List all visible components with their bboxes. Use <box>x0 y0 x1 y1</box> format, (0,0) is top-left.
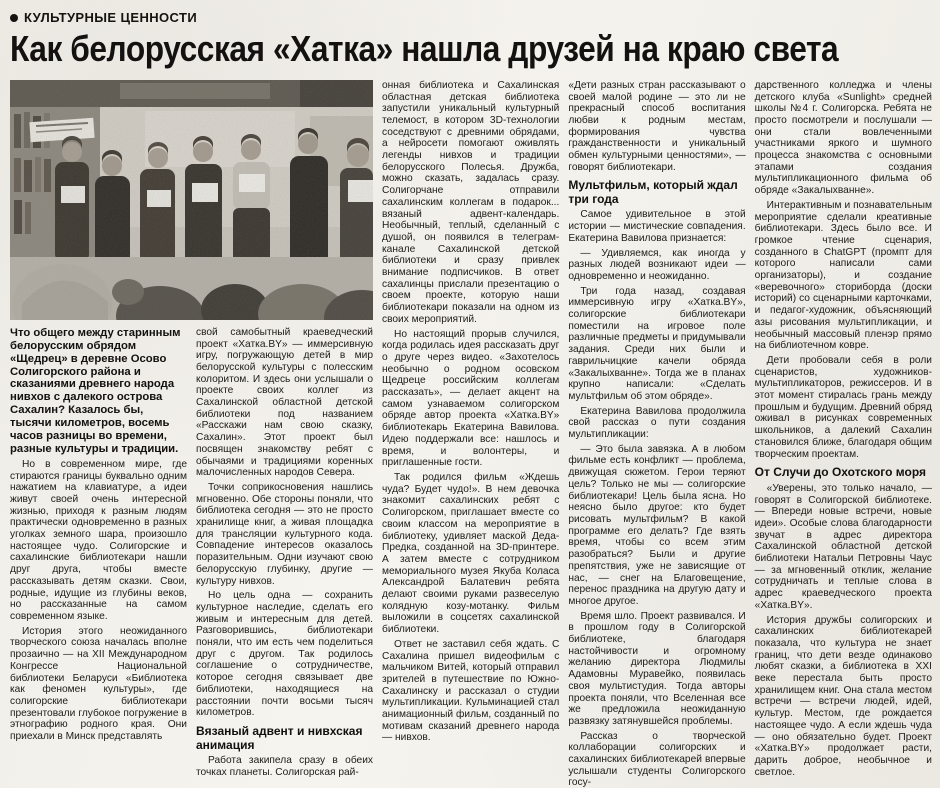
column-1 <box>10 327 187 782</box>
column-2 <box>196 327 373 782</box>
subheading-sluch-okhotsk: От Случи до Охотского моря <box>754 465 927 480</box>
paragraph: Так родился фильм «Ждешь чуда? Будет чудо!». В нем девочка знакомит сахалинских ребят с Солигорском, приглашает вместе со своим классом на мероприятие в библиотеку, удивляет маской Деда-Предка, созданной на 3D-принтере. А затем вместе с сотрудником мемориального музея Якуба Коласа Александрой Балатевич ребята делают своими руками развеселую колядную козу-мотанку. Фильм выложили в соцсетях сахалинской библиотеки. <box>382 472 560 636</box>
paragraph: Рассказ о творческой коллаборации солигорских и сахалинских библиотекарей впервые услышали студенты Солигорского госу- <box>568 730 746 788</box>
column-3 <box>382 80 559 747</box>
paragraph: Самое удивительное в этой истории — мистические совпадения. Екатерина Вавилова признается: <box>568 209 746 244</box>
paragraph: Три года назад, создавая иммерсивную игру «Хатка.BY», солигорские библиотекари поместили на игровое поле различные предметы и придумывали задания. Среди них были и гаврильчицкие качели обряда «Закалыхванне». Тогда же в планах крупно написали: «Сделать мультфильм об этом обряде». <box>568 285 746 402</box>
photo-illustration <box>10 80 373 320</box>
paragraph: История дружбы солигорских и сахалинских библиотекарей показала, что культура не знает границ, что дети везде одинаково любят сказки, а библиотека в XXI веке перестала быть просто хранилищем книг. Она стала местом встречи — встречи людей, идей, культур. Местом, где рождается настоящее чудо. А если ждешь чуда — оно обязательно будет. Проект «Хатка.BY» продолжает расти, дарить доброе, необычное и светлое. <box>754 614 932 778</box>
article-body <box>10 80 932 788</box>
paragraph: Но настоящий прорыв случился, когда родилась идея рассказать друг о друге через видео. «Захотелось необычно о родном осовском Щедреце российским коллегам рассказать», — делает акцент на самом узнаваемом солигорском обряде автор проекта «Хатка.BY» библиотекарь Екатерина Вавилова. Идею поддержали все: нашлось и время, и волонтеры, и приглашенные гости. <box>382 328 560 469</box>
paragraph: Но в современном мире, где стираются границы буквально одним нажатием на клавиатуре, а идеи живут своей очень интересной жизнью, приходя к разным людям практически одновременно в разных уголках земного шара, произошло настоящее чудо. Солигорские и сахалинские библиотекари нашли друг друга, чтобы вместе рассказывать детям сказки. Свои, родные, идущие из глубины веков, но рассказанные на самом современном языке. <box>10 458 187 622</box>
paragraph: Работа закипела сразу в обеих точках планеты. Солигорская рай- <box>196 755 373 778</box>
headline: Как белорусская «Хатка» нашла друзей на краю света <box>10 28 839 69</box>
rubric-bullet-icon <box>10 14 18 22</box>
paragraph: «Уверены, это только начало, — говорят в Солигорской библиотеке. — Впереди новые встречи, новые идеи». Особые слова благодарности звучат в адрес директора Сахалинской областной детской библиотеки Натальи Петровны Чаус — за мгновенный отклик, желание сотрудничать и теплые слова в адрес краеведческого проекта «Хатка.BY». <box>754 482 932 611</box>
paragraph: онная библиотека и Сахалинская областная детская библиотека запустили уникальный культурный телемост, в котором 3D-технологии соседствуют с древними обрядами, а нейросети помогают оживлять легенды нивхов и традиции белорусского Полесья. Дружба, можно сказать, задалась сразу. Солигорчане отправили сахалинским коллегам в подарок... вязаный адвент-календарь. Необычный, теплый, сделанный с душой, он появился в телеграм-канале Сахалинской детской библиотеки и сразу привлек внимание подписчиков. В ответ сахалинцы прислали презентацию о своем проекте, которую наши библиотекари показали на одном из своих мероприятий. <box>382 79 560 325</box>
paragraph: Ответ не заставил себя ждать. С Сахалина пришел видеофильм с мальчиком Витей, который отправил зрителей в путешествие по Южно-Сахалинску и рассказал о студии мультипликации. Кульминацией стал анимационный фильм, созданный по мотивам сказаний древнего народа — нивхов. <box>382 638 560 744</box>
column-4 <box>568 80 745 788</box>
paragraph: Екатерина Вавилова продолжила свой рассказ о пути создания мультипликации: <box>568 405 746 441</box>
left-column-group <box>10 80 373 782</box>
subheading-knitted-advent: Вязаный адвент и нивхская анимация <box>196 724 363 752</box>
paragraph: — Это была завязка. А в любом фильме есть конфликт — проблема, движущая сюжетом. Герои теряют цель? Только не мы — солигорские библиотекари! Цель была ясна. Но неясно было другое: кто будет рисовать мультфильм? В какой программе его делать? Где взять время, чтобы со всем этим разобраться? Были и другие препятствия, уже не зависящие от нас, — снег на Благовещение, перенос праздника на другую дату и многое другое. <box>568 443 746 607</box>
paragraph: свой самобытный краеведческий проект «Хатка.BY» — иммерсивную игру, погружающую детей в мир белорусской культуры с полесским колоритом. И здесь они услышали о проекте своих коллег из Сахалинской областной детской библиотеки под названием «Расскажи нам свою сказку, Сахалин». Этот проект был посвящен знакомству ребят с обычаями и традициями коренных малочисленных народов Севера. <box>196 326 373 479</box>
paragraph: Время шло. Проект развивался. И в прошлом году в Солигорской библиотеке, благодаря настойчивости и огромному желанию директора Людмилы Адамовны Муравейко, появилась своя мультистудия. Тогда авторы проекта поняли, что Вселенная все же предложила неожиданную развязку затянувшейся проблемы. <box>568 610 746 727</box>
subheading-cartoon-three-years: Мультфильм, который ждал три года <box>568 178 738 206</box>
lead-paragraph: Что общего между старинным белорусским обрядом «Щедрец» в деревне Осово Солигорского района и сказаниями древнего народа нивхов с далекого острова Сахалин? Казалось бы, тысячи километров, восемь часов разницы во времени, разные культуры и традиции. <box>10 326 181 455</box>
paragraph: Интерактивным и познавательным мероприятие сделали креативные библиотекари. Здесь было все. И громкое чтение сценария, созданного в ChatGPT (промпт для которого написали сами организаторы), и создание «веревочного» сториборда (доски историй) со сценарными карточками, и педагог-художник, объясняющий азы рисования мультипликации, и необычный массовый пленэр прямо на библиотечном ковре. <box>754 199 932 352</box>
paragraph: История этого неожиданного творческого союза началась вполне прозаично — на XII Международном Конгрессе Национальной библиотеки Беларуси «Библиотека как феномен культуры», где солигорские библиотекари презентовали глубокое погружение в этнографию родного края. Они приехали в Минск представлять <box>10 625 187 743</box>
paragraph: дарственного колледжа и члены детского клуба «Sunlight» средней школы №4 г. Солигорска. Ребята не просто посмотрели и послушали — они стали вовлеченными участниками яркого и шумного процесса знакомства с основными этапами создания мультипликационного фильма об обряде «Закалыхванне». <box>754 79 932 197</box>
column-5 <box>755 80 932 782</box>
paragraph: Дети пробовали себя в роли сценаристов, художников-мультипликаторов, режиссеров. И в этот момент стиралась грань между прошлым и будущим. Древний обряд оживал в рисунках современных школьников, а далекий Сахалин становился ближе, благодаря общим творческим проектам. <box>754 354 932 460</box>
rubric <box>10 10 932 25</box>
paragraph: — Удивляемся, как иногда у разных людей возникают идеи — одновременно и неожиданно. <box>568 247 746 282</box>
paragraph: «Дети разных стран рассказывают о своей малой родине — это ли не прекрасный способ воспитания любви к родным местам, формирования чувства гражданственности и уникальный обмен культурными ценностями», — говорят библиотекари. <box>568 79 746 173</box>
article-photo <box>10 80 373 320</box>
paragraph: Но цель одна — сохранить культурное наследие, сделать его живым и интересным для детей. Разговорившись, библиотекари поняли, что им есть чем поделиться друг с другом. Так родилось соглашение о сотрудничестве, которое сегодня связывает две библиотеки, находящиеся на расстоянии почти восьми тысяч километров. <box>196 590 373 719</box>
paragraph: Точки соприкосновения нашлись мгновенно. Обе стороны поняли, что библиотека сегодня — это не просто хранилище книг, а живая площадка для трансляции культурного кода. Совпадение интересов оказалось поразительным. Одни изучают свою белорусскую глубинку, другие — культуру нивхов. <box>196 481 373 587</box>
rubric-label: КУЛЬТУРНЫЕ ЦЕННОСТИ <box>24 10 198 25</box>
